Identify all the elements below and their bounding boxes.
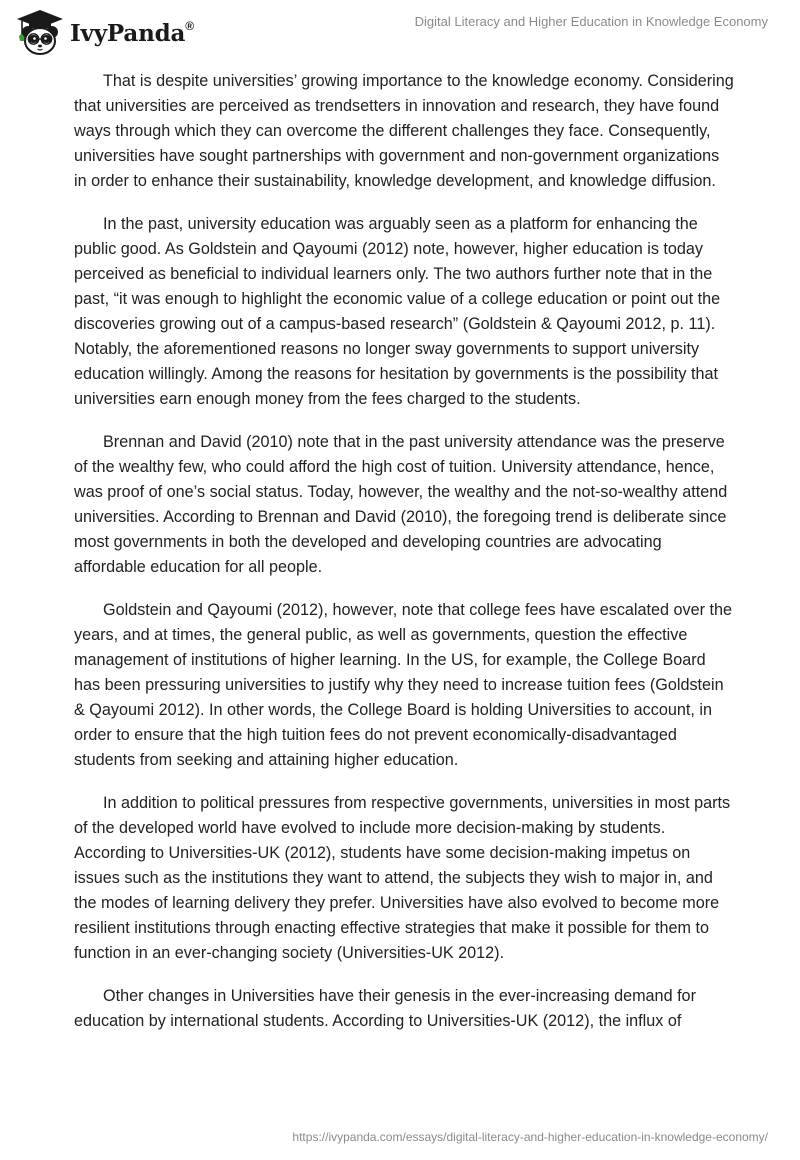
paragraph: In the past, university education was arguably seen as a platform for enhancing the public good. As Goldstein and Qayoumi (2012) note, however, higher education is today perceived as beneficial to individual learners only. The two authors further note that in the past, “it was enough to highlight the economic value of a college education or point out the discoveries growing out of a campus-based research” (Goldstein & Qayoumi 2012, p. 11). Notably, the aforementioned reasons no longer sway governments to support university education willingly. Among the reasons for hesitation by governments is the possibility that universities earn enough money from the fees charged to the students. (74, 215, 721, 408)
paragraph: In addition to political pressures from respective governments, universities in most parts of the developed world have evolved to include more decision-making by students. According to Universities-UK (2012), students have some decision-making impetus on issues such as the institutions they want to attend, the subjects they wish to major in, and the modes of learning delivery they prefer. Universities have also evolved to become more resilient institutions through enacting effective strategies that make it possible for them to function in an ever-changing society (Universities-UK 2012). (74, 794, 731, 962)
paragraph: Brennan and David (2010) note that in the past university attendance was the preserve of the wealthy few, who could afford the high cost of tuition. University attendance, hence, was proof of one’s social status. Today, however, the wealthy and the not-so-wealthy attend universities. According to Brennan and David (2010), the foregoing trend is deliberate since most governments in both the developed and developing countries are advocating affordable education for all people. (74, 433, 728, 576)
registered-mark: ® (185, 18, 194, 33)
paragraph: Goldstein and Qayoumi (2012), however, note that college fees have escalated over the years, and at times, the general public, as well as governments, question the effective management of institutions of higher learning. In the US, for example, the College Board has been pressuring universities to justify why they need to increase tuition fees (Goldstein & Qayoumi 2012). In other words, the College Board is holding Universities to account, in order to ensure that the high tuition fees do not prevent economically-disadvantaged students from seeking and attaining higher education. (74, 601, 733, 769)
paragraph: That is despite universities’ growing importance to the knowledge economy. Considering that universities are perceived as trendsetters in innovation and research, they have found ways through which they can overcome the different challenges they face. Consequently, universities have sought partnerships with government and non-government organizations in order to enhance their sustainability, knowledge development, and knowledge diffusion. (74, 72, 734, 190)
page-header (0, 0, 800, 60)
essay-body (74, 69, 734, 1052)
document-title: Digital Literacy and Higher Education in Knowledge Economy (414, 14, 768, 29)
panda-graduation-cap-icon (14, 8, 66, 56)
source-url[interactable]: https://ivypanda.com/essays/digital-literacy-and-higher-education-in-knowledge-economy/ (292, 1130, 768, 1144)
ivypanda-logo[interactable] (14, 8, 194, 56)
paragraph: Other changes in Universities have their genesis in the ever-increasing demand for education by international students. According to Universities-UK (2012), the influx of (74, 987, 696, 1030)
brand-name: IvyPanda® (70, 18, 194, 47)
